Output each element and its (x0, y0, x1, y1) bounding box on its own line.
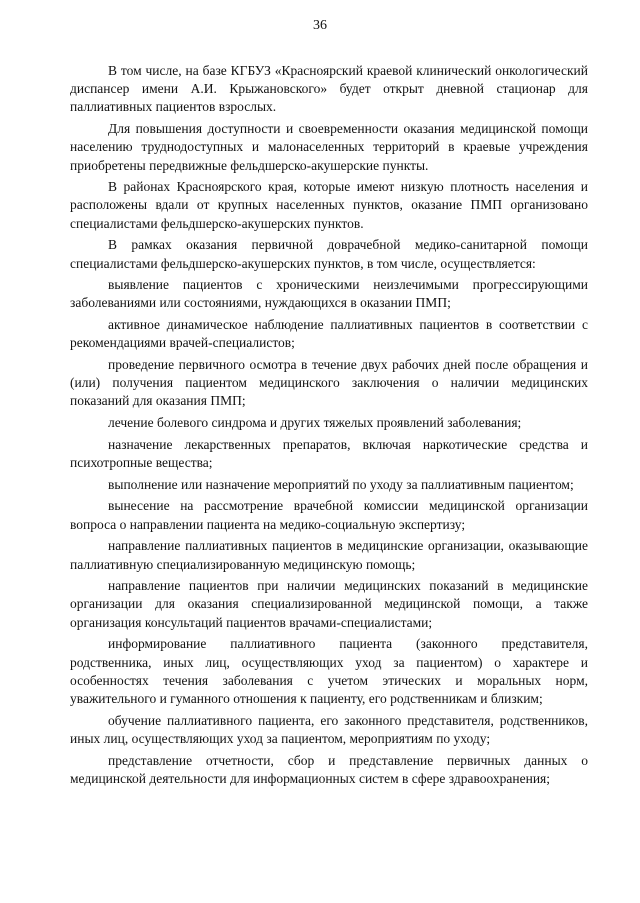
paragraph-low-density: В районах Красноярского края, которые имеют низкую плотность населения и расположены вдали от крупных населенных пунктов, оказание ПМП организовано специалистами фельдшерско-акушерских пунктов. (70, 179, 588, 231)
list-item-referral-specialized: направление пациентов при наличии медицинских показаний в медицинские организации для оказания специализированной медицинской помощи, а также организация консультаций пациентов врачами-специалистами; (70, 578, 588, 630)
list-item-informing: информирование паллиативного пациента (законного представителя, родственника, иных лиц, осуществляющих уход за пациентом) о характере и особенностях течения заболевания с учетом этических и моральных норм, уважительного и гуманного отношения к пациенту, его родственникам и близким; (70, 636, 588, 706)
paragraph-intro-hospital: В том числе, на базе КГБУЗ «Красноярский краевой клинический онкологический диспансер имени А.И. Крыжановского» будет открыт дневной стационар для паллиативных пациентов взрослых. (70, 63, 588, 115)
page-body (70, 62, 588, 792)
list-item-prescriptions: назначение лекарственных препаратов, включая наркотические средства и психотропные вещества; (70, 436, 588, 471)
list-item-observation: активное динамическое наблюдение паллиативных пациентов в соответствии с рекомендациями врачей-специалистов; (70, 317, 588, 351)
paragraph-services-intro: В рамках оказания первичной доврачебной медико-санитарной помощи специалистами фельдшерско-акушерских пунктов, в том числе, осуществляется: (70, 237, 588, 271)
paragraph-mobile-units: Для повышения доступности и своевременности оказания медицинской помощи населению труднодоступных и малонаселенных территорий в краевые учреждения приобретены передвижные фельдшерско-акушерские пункты. (70, 121, 588, 173)
list-item-reporting: представление отчетности, сбор и представление первичных данных о медицинской деятельности для информационных систем в сфере здравоохранения; (70, 752, 588, 786)
list-item-initial-exam: проведение первичного осмотра в течение двух рабочих дней после обращения и (или) получения пациентом медицинского заключения о наличии медицинских показаний для оказания ПМП; (70, 357, 588, 409)
list-item-commission: вынесение на рассмотрение врачебной комиссии медицинской организации вопроса о направлении пациента на медико-социальную экспертизу; (70, 498, 588, 532)
list-item-care-measures: выполнение или назначение мероприятий по уходу за паллиативным пациентом; (108, 476, 574, 492)
page-number: 36 (313, 18, 327, 33)
list-item-referral-palliative: направление паллиативных пациентов в медицинские организации, оказывающие паллиативную специализированную медицинскую помощь; (70, 538, 588, 572)
list-item-identification: выявление пациентов с хроническими неизлечимыми прогрессирующими заболеваниями или состояниями, нуждающихся в оказании ПМП; (70, 277, 588, 311)
list-item-training: обучение паллиативного пациента, его законного представителя, родственников, иных лиц, осуществляющих уход за пациентом, мероприятиям по уходу; (70, 712, 588, 746)
list-item-pain-treatment: лечение болевого синдрома и других тяжелых проявлений заболевания; (108, 415, 522, 431)
